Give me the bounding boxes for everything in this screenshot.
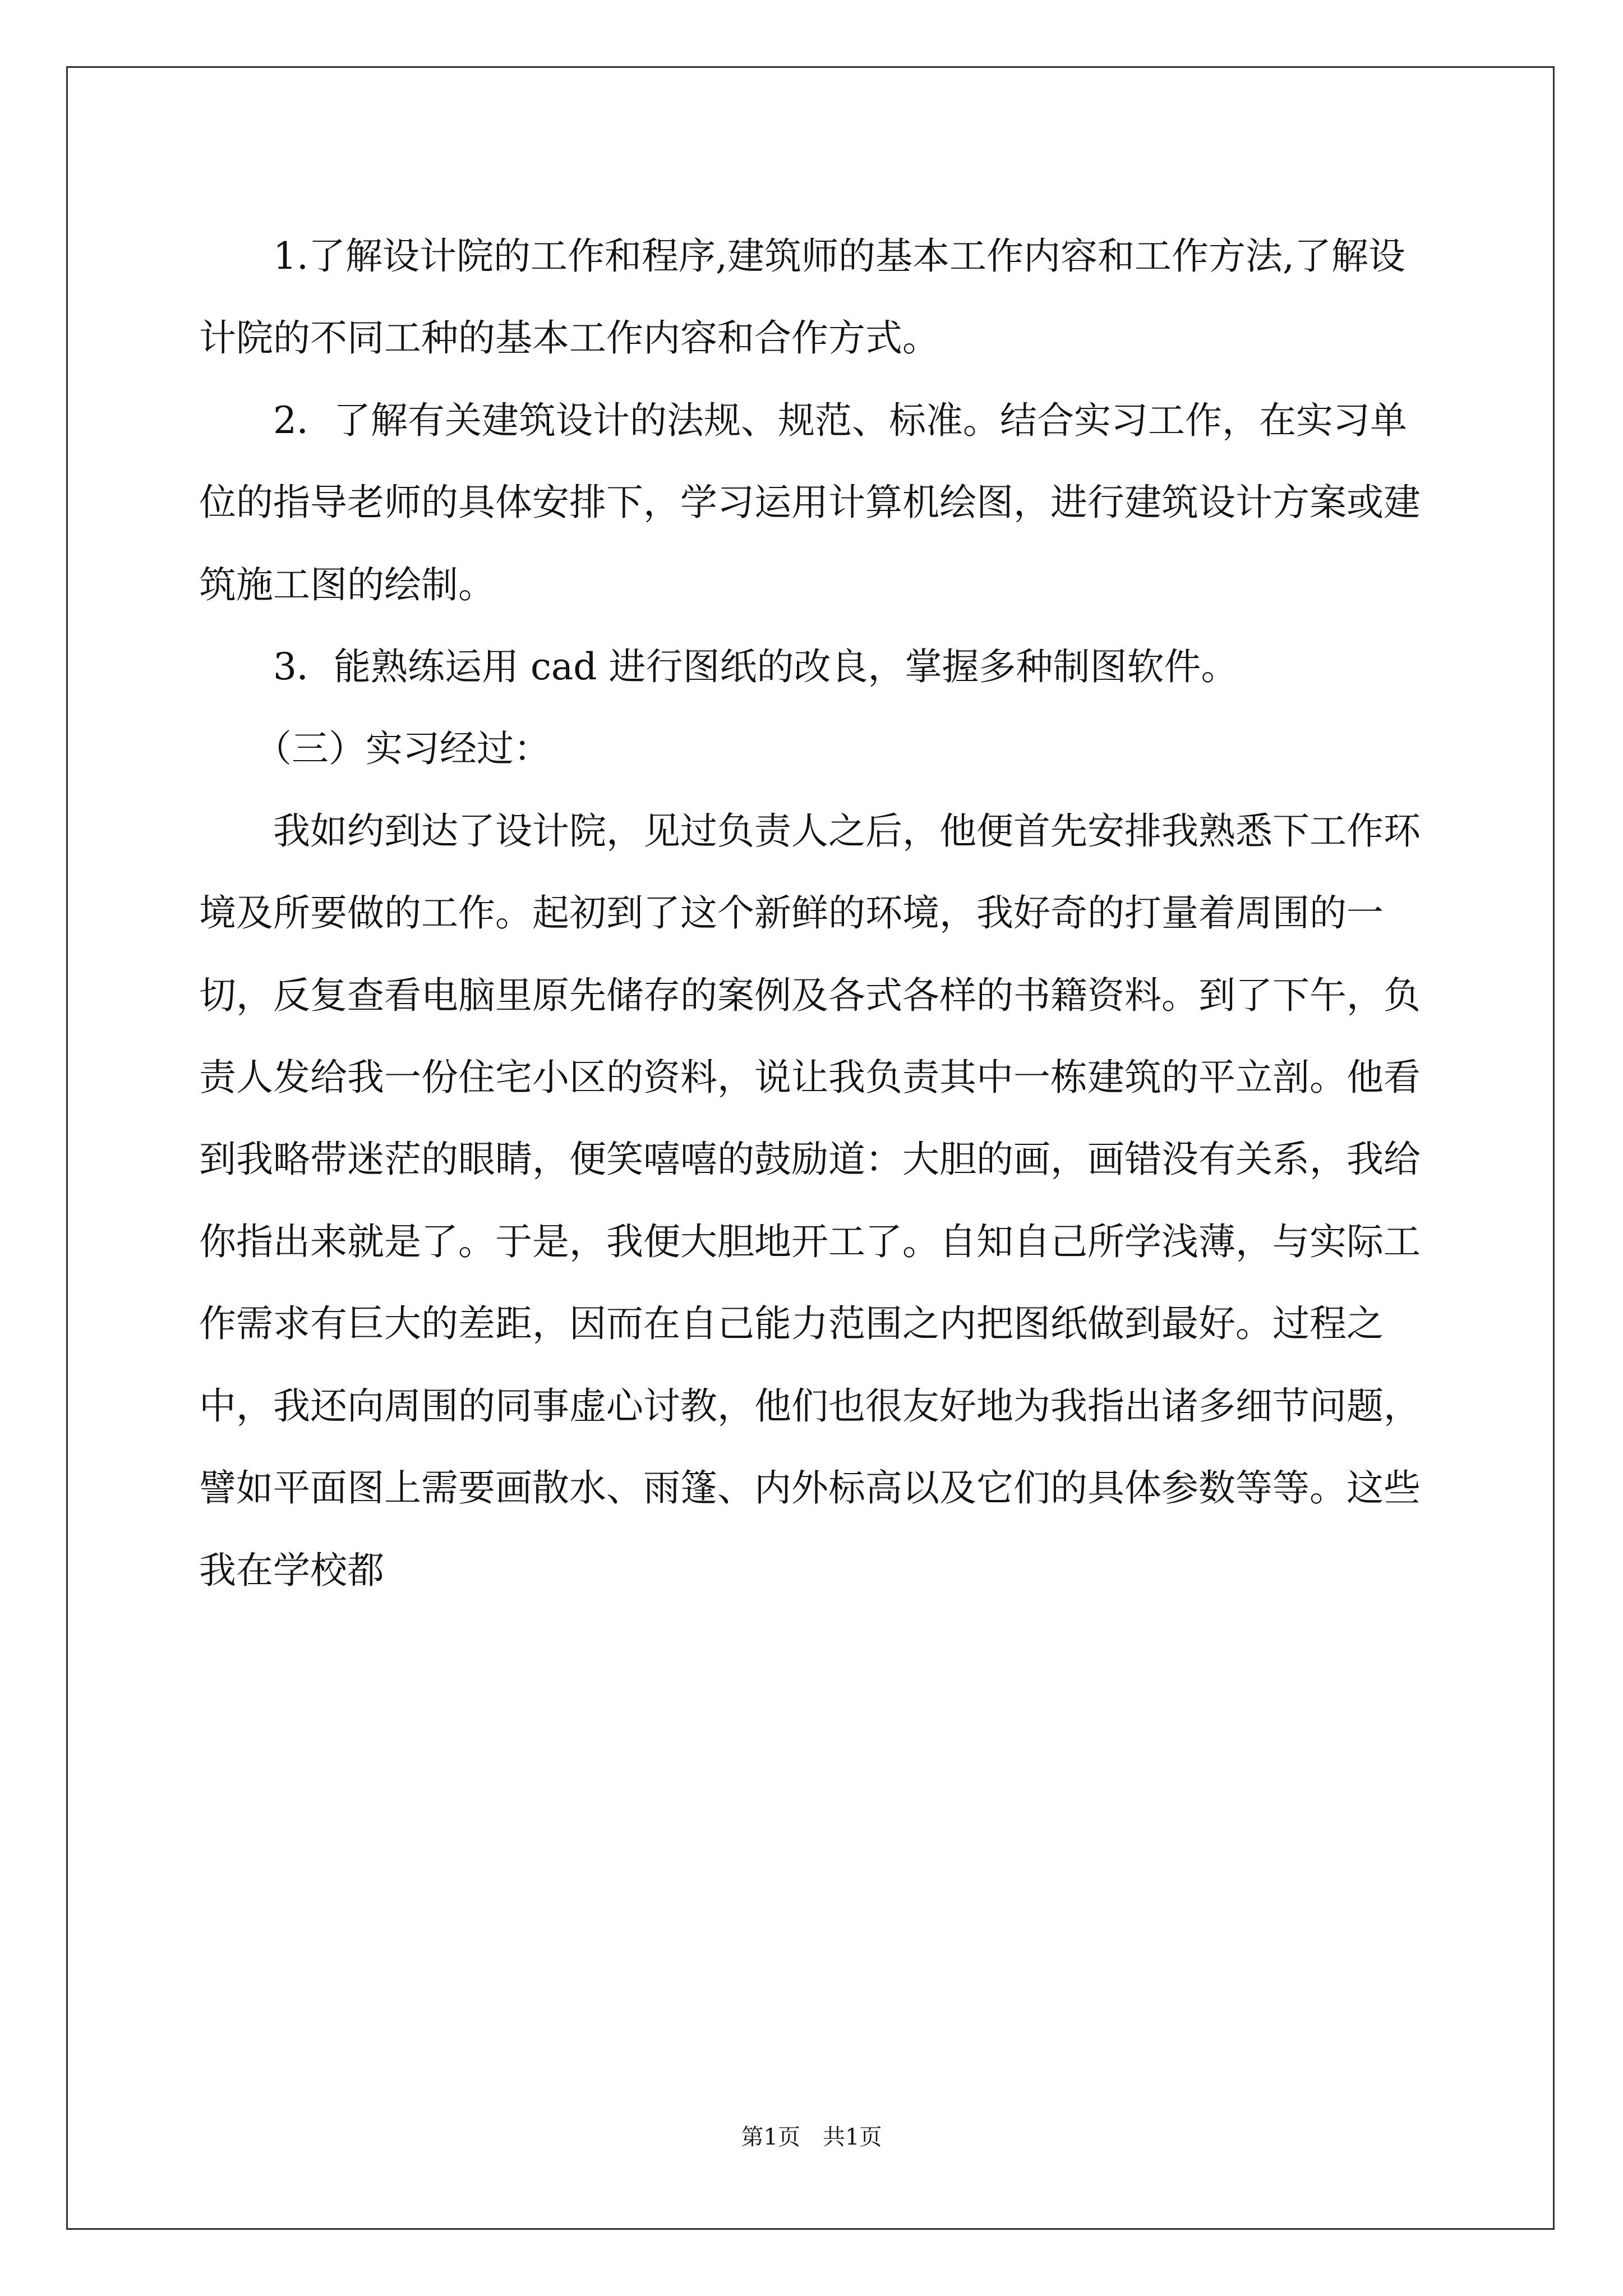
- paragraph-2: 2．了解有关建筑设计的法规、规范、标准。结合实习工作，在实习单位的指导老师的具体安排下，学习运用计算机绘图，进行建筑设计方案或建筑施工图的绘制。: [199, 398, 1421, 606]
- document-body: [199, 215, 1424, 1612]
- section-heading: （三）实习经过：: [255, 727, 551, 771]
- paragraph-5: 我如约到达了设计院，见过负责人之后，他便首先安排我熟悉下工作环境及所要做的工作。起初到了这个新鲜的环境，我好奇的打量着周围的一切，反复查看电脑里原先储存的案例及各式各样的书籍资料。到了下午，负责人发给我一份住宅小区的资料，说让我负责其中一栋建筑的平立剖。他看到我略带迷茫的眼睛，便笑嘻嘻的鼓励道：大胆的画，画错没有关系，我给你指出来就是了。于是，我便大胆地开工了。自知自己所学浅薄，与实际工作需求有巨大的差距，因而在自己能力范围之内把图纸做到最好。过程之中，我还向周围的同事虚心讨教，他们也很友好地为我指出诸多细节问题，譬如平面图上需要画散水、雨篷、内外标高以及它们的具体参数等等。这些我在学校都: [199, 809, 1421, 1592]
- page-footer: 第1页 共1页: [741, 2124, 882, 2150]
- paragraph-1: 1.了解设计院的工作和程序,建筑师的基本工作内容和工作方法,了解设计院的不同工种的基本工作内容和合作方式。: [199, 234, 1405, 360]
- paragraph-3: 3．能熟练运用 cad 进行图纸的改良，掌握多种制图软件。: [273, 645, 1238, 689]
